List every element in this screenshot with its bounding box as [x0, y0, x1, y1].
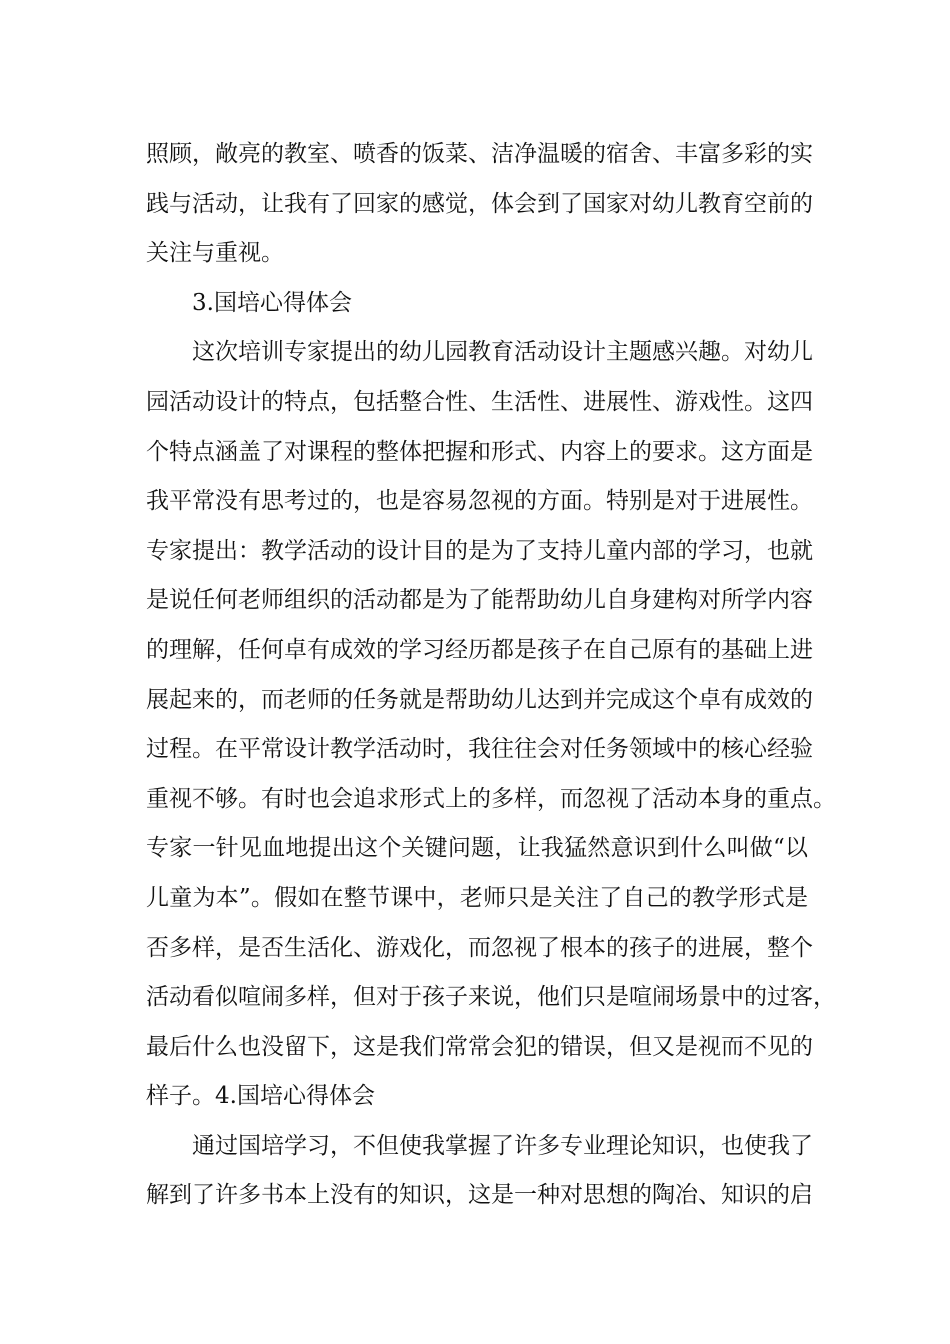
text-line: 儿童为本”。假如在整节课中，老师只是关注了自己的教学形式是	[146, 884, 808, 911]
text-line: 的理解，任何卓有成效的学习经历都是孩子在自己原有的基础上进	[146, 636, 813, 663]
text-line: 这次培训专家提出的幼儿园教育活动设计主题感兴趣。对幼儿	[192, 339, 813, 366]
text-line: 重视不够。有时也会追求形式上的多样，而忽视了活动本身的重点。	[146, 785, 836, 812]
text-line: 展起来的，而老师的任务就是帮助幼儿达到并完成这个卓有成效的	[146, 686, 813, 713]
text-line: 解到了许多书本上没有的知识，这是一种对思想的陶冶、知识的启	[146, 1182, 813, 1209]
text-line: 关注与重视。	[146, 240, 284, 267]
text-line: 否多样，是否生活化、游戏化，而忽视了根本的孩子的进展，整个	[146, 934, 813, 961]
text-line: 是说任何老师组织的活动都是为了能帮助幼儿自身建构对所学内容	[146, 587, 813, 614]
text-line: 过程。在平常设计教学活动时，我往往会对任务领域中的核心经验	[146, 736, 813, 763]
text-line: 专家一针见血地提出这个关键问题，让我猛然意识到什么叫做“以	[146, 835, 808, 862]
section-heading: 3.国培心得体会	[192, 289, 352, 316]
text-line: 我平常没有思考过的，也是容易忽视的方面。特别是对于进展性。	[146, 488, 813, 515]
document-body	[146, 130, 836, 1221]
text-line: 照顾，敞亮的教室、喷香的饭菜、洁净温暖的宿舍、丰富多彩的实	[146, 141, 813, 167]
text-line: 样子。4.国培心得体会	[146, 1083, 375, 1110]
text-line: 通过国培学习，不但使我掌握了许多专业理论知识，也使我了	[192, 1132, 813, 1159]
text-line: 践与活动，让我有了回家的感觉，体会到了国家对幼儿教育空前的	[146, 190, 813, 217]
text-line: 个特点涵盖了对课程的整体把握和形式、内容上的要求。这方面是	[146, 438, 813, 465]
text-line: 园活动设计的特点，包括整合性、生活性、进展性、游戏性。这四	[146, 388, 813, 415]
text-line: 活动看似喧闹多样，但对于孩子来说，他们只是喧闹场景中的过客，	[146, 984, 836, 1011]
text-line: 专家提出：教学活动的设计目的是为了支持儿童内部的学习，也就	[146, 537, 813, 564]
text-line: 最后什么也没留下，这是我们常常会犯的错误，但又是视而不见的	[146, 1033, 813, 1060]
